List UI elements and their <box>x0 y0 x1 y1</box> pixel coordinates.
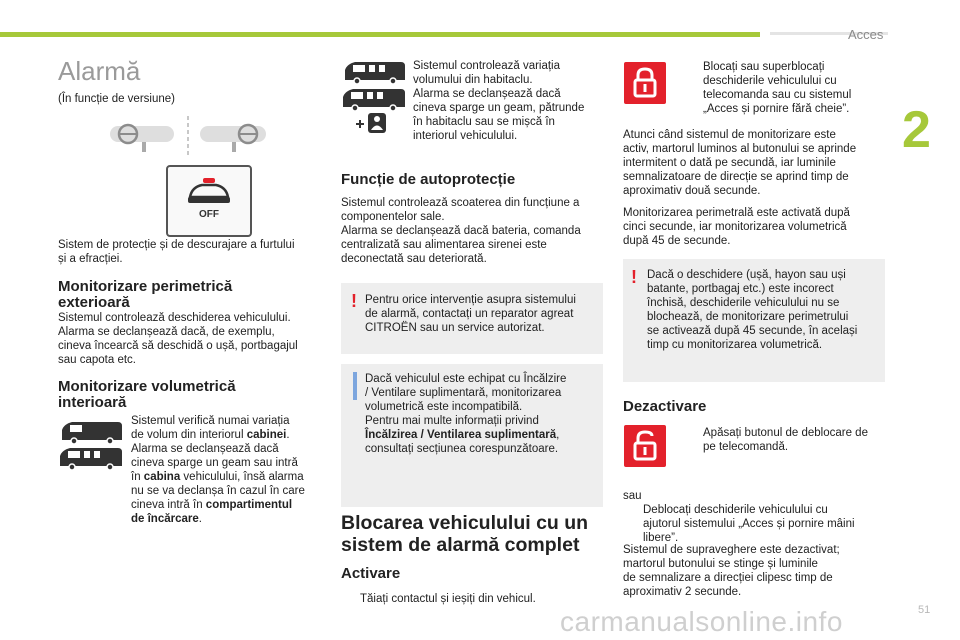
info-text <box>365 372 599 456</box>
info-line: Dacă vehiculul este echipat cu Încălzire <box>365 373 567 385</box>
info-line: consultați secțiunea corespunzătoare. <box>365 443 559 455</box>
text-span: cineva sparge un geam sau intră <box>131 457 298 469</box>
activation-text: Tăiați contactul și ieșiți din vehicul. <box>360 593 536 605</box>
volumetric-line <box>131 470 331 484</box>
volumetric-body <box>131 414 331 526</box>
bold-span: compartimentul <box>205 499 293 511</box>
bold-span: de încărcare <box>131 513 199 525</box>
text-span: vehiculului, însă alarma <box>180 471 304 483</box>
volumetric-line <box>131 442 331 456</box>
volumetric-line <box>131 512 331 526</box>
info-line: volumetrică este incompatibilă. <box>365 401 523 413</box>
car-alarm-icon <box>184 175 234 209</box>
off-label: OFF <box>199 209 219 220</box>
activation-heading: Activare <box>341 565 401 582</box>
self-protection-body: Sistemul controlează scoaterea din funcțiune a componentelor sale. Alarma se declanșează dacă bateria, comanda centralizată sau alimentarea sirenei este deconectată sau deteriorată. <box>341 197 581 265</box>
info-line: Pentru mai multe informații privind <box>365 415 539 427</box>
deactivation-result-text: Sistemul de supraveghere este dezactivat; martorul butonului se stinge și luminile de semnalizare a direcției clipesc timp de aproximativ 2 secunde. <box>623 544 840 598</box>
info-line <box>365 428 599 442</box>
warning-icon: ! <box>351 291 357 311</box>
chapter-number: 2 <box>902 101 931 159</box>
info-icon <box>353 372 357 400</box>
text-span: . <box>286 429 290 441</box>
subtitle: (În funcție de versiune) <box>58 93 175 105</box>
warning-box <box>341 283 603 354</box>
warning-icon: ! <box>631 267 637 287</box>
keyless-unlock-text: Deblocați deschiderile vehiculului cu ajutorul sistemului „Acces și pornire mâini libere”. <box>643 504 855 544</box>
bold-span: Încălzirea / Ventilarea suplimentară <box>365 429 557 441</box>
unlock-instruction: Apăsați butonul de deblocare de pe telecomandă. <box>703 427 868 453</box>
van-icon-col2-top <box>343 60 407 84</box>
warning-box-col3 <box>623 259 885 382</box>
text-span: nu se va declanșa în cazul în care <box>131 485 305 497</box>
section-label: Acces <box>848 27 884 42</box>
or-text: sau <box>623 490 642 502</box>
volumetric-line <box>131 498 331 512</box>
info-line: / Ventilare suplimentară, monitorizarea <box>365 387 562 399</box>
page-number: 51 <box>918 604 931 616</box>
van-icon-top <box>60 420 124 444</box>
volumetric-line <box>131 456 331 470</box>
lock-button-tile <box>624 62 666 104</box>
volumetric-text-col2: Sistemul controlează variația volumului din habitaclu. Alarma se declanșează dacă cineva sparge un geam, pătrunde în habitaclu sau se mișcă în interiorul vehiculului. <box>413 60 585 142</box>
warning-text: Pentru orice intervenție asupra sistemului de alarmă, contactați un reparator agreat CITROËN sau un service autorizat. <box>365 294 576 334</box>
perimetric-heading: Monitorizare perimetrică exterioară <box>58 278 233 311</box>
van-icon-col2-bottom <box>341 87 407 111</box>
page-title: Alarmă <box>58 56 141 86</box>
alarm-off-button <box>166 165 252 237</box>
text-span: , <box>556 429 560 441</box>
deactivation-heading: Dezactivare <box>623 398 707 415</box>
text-span: în <box>131 471 144 483</box>
self-protection-heading: Funcție de autoprotecție <box>341 171 516 188</box>
text-span: cineva intră în <box>131 499 206 511</box>
volumetric-line <box>131 484 331 498</box>
text-span: . <box>198 513 202 525</box>
text-span: Alarma se declanșează dacă <box>131 443 279 455</box>
bold-span: cabina <box>143 471 181 483</box>
volumetric-heading: Monitorizare volumetrică interioară <box>58 378 236 411</box>
lock-icon <box>624 62 666 104</box>
volumetric-line <box>131 428 331 442</box>
watermark: carmanualsonline.info <box>560 606 843 637</box>
interior-illustration <box>108 112 274 158</box>
text-span: Sistemul verifică numai variația <box>131 415 290 427</box>
person-plus-icon <box>354 112 388 134</box>
locking-heading: Blocarea vehiculului cu un sistem de alarmă complet <box>341 512 589 556</box>
unlock-icon <box>624 425 666 467</box>
warning-text-col3: Dacă o deschidere (ușă, hayon sau uși batante, portbagaj etc.) este incorect închisă, deschiderile vehiculului nu se blochează, de monitorizare perimetrului se activează după 45 secunde, în același timp cu monitorizarea volumetrică. <box>647 269 858 351</box>
lock-instruction: Blocați sau superblocați deschiderile vehiculului cu telecomanda sau cu sistemul „Acces și pornire fără cheie”. <box>703 61 852 115</box>
volumetric-line <box>131 414 331 428</box>
unlock-button-tile <box>624 425 666 467</box>
bold-span: cabinei <box>246 429 287 441</box>
perimetric-body: Sistemul controlează deschiderea vehiculului. Alarma se declanșează dacă, de exemplu, cineva încearcă să deschidă o ușă, portbagajul sau capota etc. <box>58 312 298 366</box>
monitoring-active-text: Atunci când sistemul de monitorizare este activ, martorul luminos al butonului se aprinde intermitent o dată pe secundă, iar luminile semnalizatoare de direcție se aprind timp de aproximativ două secunde. <box>623 129 857 197</box>
header-accent-bar <box>0 32 760 37</box>
monitoring-timing-text: Monitorizarea perimetrală este activată după cinci secunde, iar monitorizarea volumetrică după 45 de secunde. <box>623 207 850 247</box>
intro-text: Sistem de protecție și de descurajare a furtului și a efracției. <box>58 239 295 265</box>
text-span: de volum din interiorul <box>131 429 247 441</box>
van-icon-bottom <box>58 446 124 470</box>
info-box <box>341 364 603 507</box>
